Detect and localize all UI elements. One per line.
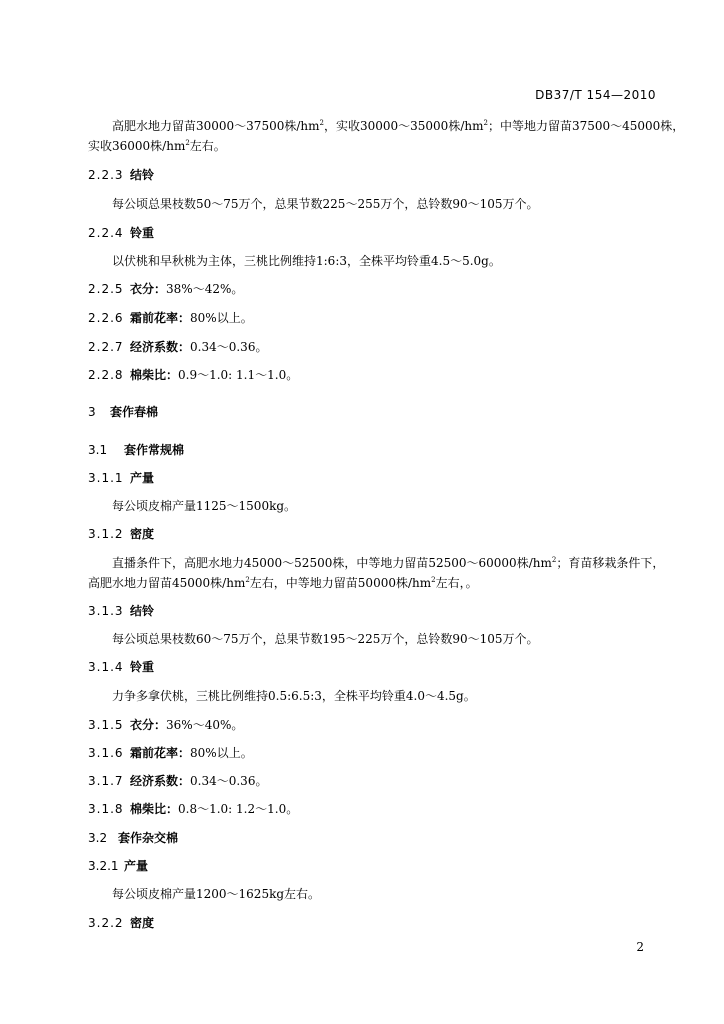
section-number: 2.2.3 <box>88 168 124 182</box>
section-title: 棉柴比： <box>130 802 179 816</box>
section-heading <box>88 469 658 487</box>
section-number: 3.1.4 <box>88 660 124 674</box>
section-title: 结铃 <box>130 604 155 618</box>
section-number: 3.2.1 <box>88 859 119 873</box>
paragraph-line <box>88 137 658 155</box>
section-number: 2.2.7 <box>88 340 124 354</box>
section-item <box>88 800 658 818</box>
section-value: 0.8～1.0: 1.2～1.0。 <box>178 802 299 816</box>
section-heading <box>88 166 658 184</box>
section-title: 套作杂交棉 <box>118 831 179 845</box>
section-item <box>88 280 658 298</box>
section-title: 棉柴比： <box>130 368 179 382</box>
text-fragment: 高肥水地力留苗30000～37500株/hm <box>112 119 320 133</box>
section-title: 铃重 <box>130 226 155 240</box>
section-heading <box>88 525 658 543</box>
section-value: 0.34～0.36。 <box>190 340 268 354</box>
section-title: 密度 <box>130 527 155 541</box>
section-number: 3.1.3 <box>88 604 124 618</box>
section-title: 衣分： <box>130 718 167 732</box>
section-title: 结铃 <box>130 168 155 182</box>
section-heading <box>88 857 658 875</box>
section-value: 80%以上。 <box>190 311 253 325</box>
paragraph-line: 以伏桃和早秋桃为主体，三桃比例维持1:6:3，全株平均铃重4.5～5.0g。 <box>112 254 501 268</box>
superscript: 2 <box>483 119 488 127</box>
section-value: 80%以上。 <box>190 746 253 760</box>
section-title: 霜前花率： <box>130 746 191 760</box>
section-number: 2.2.8 <box>88 368 124 382</box>
document-code: DB37/T 154—2010 <box>535 88 656 102</box>
text-fragment: 直播条件下，高肥水地力45000～52500株，中等地力留苗52500～60000株/hm <box>112 556 552 570</box>
section-heading <box>88 829 658 847</box>
text-fragment: ；育苗移栽条件下， <box>556 556 665 570</box>
section-item <box>88 716 658 734</box>
text-fragment: 左右，中等地力留苗50000株/hm <box>249 576 432 590</box>
superscript: 2 <box>431 576 436 584</box>
paragraph-line: 每公顷总果枝数50～75万个，总果节数225～255万个，总铃数90～105万个。 <box>112 197 539 211</box>
section-number: 3.1.5 <box>88 718 124 732</box>
section-number: 3.1.7 <box>88 774 124 788</box>
section-value: 36%～40%。 <box>166 718 244 732</box>
paragraph-line <box>88 574 658 592</box>
section-title: 产量 <box>130 471 155 485</box>
paragraph-line: 每公顷皮棉产量1125～1500kg。 <box>112 499 297 513</box>
section-heading <box>88 914 658 932</box>
section-heading <box>88 658 658 676</box>
section-number: 3.2.2 <box>88 916 124 930</box>
text-fragment: 左右，。 <box>435 576 478 590</box>
section-number: 3.1.6 <box>88 746 124 760</box>
text-fragment: 高肥水地力留苗45000株/hm <box>88 576 246 590</box>
section-value: 38%～42%。 <box>166 282 244 296</box>
section-title: 产量 <box>124 859 149 873</box>
section-number: 3.1.2 <box>88 527 124 541</box>
chapter-heading <box>88 403 658 421</box>
section-heading <box>88 224 658 242</box>
superscript: 2 <box>551 556 557 564</box>
section-title: 经济系数： <box>130 340 191 354</box>
text-fragment: 左右。 <box>189 139 226 153</box>
section-title: 经济系数： <box>130 774 191 788</box>
text-fragment: 实收36000株/hm <box>88 139 186 153</box>
paragraph-line: 每公顷总果枝数60～75万个，总果节数195～225万个，总铃数90～105万个。 <box>112 632 539 646</box>
section-title: 铃重 <box>130 660 155 674</box>
section-heading <box>88 602 658 620</box>
section-title: 套作常规棉 <box>124 443 185 457</box>
superscript: 2 <box>185 139 190 147</box>
paragraph-line: 力争多拿伏桃，三桃比例维持0.5:6.5:3，全株平均铃重4.0～4.5g。 <box>112 689 476 703</box>
superscript: 2 <box>245 576 250 584</box>
section-item <box>88 338 658 356</box>
text-fragment: ；中等地力留苗37500～45000株， <box>487 119 685 133</box>
section-item <box>88 309 658 327</box>
section-number: 2.2.4 <box>88 226 124 240</box>
section-number: 3.1.1 <box>88 471 124 485</box>
section-number: 3 <box>88 405 96 419</box>
section-title: 霜前花率： <box>130 311 191 325</box>
section-number: 3.2 <box>88 831 108 845</box>
section-item <box>88 744 658 762</box>
section-title: 套作春棉 <box>110 405 159 419</box>
paragraph-line <box>88 117 685 135</box>
section-number: 3.1.8 <box>88 802 124 816</box>
section-heading <box>88 441 658 459</box>
superscript: 2 <box>319 119 324 127</box>
section-title: 密度 <box>130 916 155 930</box>
section-number: 2.2.5 <box>88 282 124 296</box>
page-number: 2 <box>636 940 644 954</box>
section-number: 3.1 <box>88 443 108 457</box>
section-item <box>88 366 658 384</box>
text-fragment: ，实收30000～35000株/hm <box>323 119 484 133</box>
section-number: 2.2.6 <box>88 311 124 325</box>
paragraph-line: 每公顷皮棉产量1200～1625kg左右。 <box>112 887 321 901</box>
paragraph-line <box>88 554 665 572</box>
section-title: 衣分： <box>130 282 167 296</box>
section-value: 0.9～1.0: 1.1～1.0。 <box>178 368 299 382</box>
section-item <box>88 772 658 790</box>
section-value: 0.34～0.36。 <box>190 774 268 788</box>
